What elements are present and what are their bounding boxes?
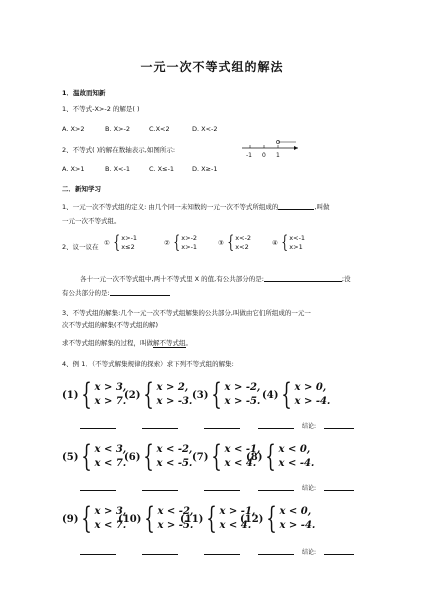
system-3-label: ③ bbox=[218, 239, 224, 247]
answer-line[interactable] bbox=[258, 428, 294, 429]
example-system-12 bbox=[240, 501, 316, 536]
no-common-text: 有公共部分的是: bbox=[62, 289, 110, 297]
example-9-line1: x > 3, bbox=[94, 506, 127, 517]
solving-tail: 。 bbox=[185, 339, 192, 347]
example-intro: 4、例 1．（不等式解集规律的探索）求下列不等式组的解集: bbox=[62, 360, 234, 368]
example-8-line2: x < -4. bbox=[278, 458, 315, 469]
brace: { bbox=[281, 377, 293, 412]
new-heading: 二．新知学习 bbox=[62, 185, 101, 193]
solving-text: 求不等式组的解集的过程，叫做 bbox=[62, 339, 153, 347]
q1-option-d: D. X<-2 bbox=[192, 125, 218, 133]
example-12-line2: x > -4. bbox=[279, 520, 316, 531]
example-system-2 bbox=[124, 377, 193, 412]
answer-line[interactable] bbox=[142, 490, 178, 491]
definition-paragraph bbox=[62, 202, 329, 211]
page-title: 一元一次不等式组的解法 bbox=[140, 60, 284, 74]
brace: { bbox=[211, 377, 223, 412]
answer-line[interactable] bbox=[204, 554, 240, 555]
system-1-line2: x≤2 bbox=[121, 243, 135, 251]
answer-line[interactable] bbox=[204, 490, 240, 491]
axis-tick-1: 1 bbox=[276, 152, 280, 159]
system-2-label: ② bbox=[164, 239, 170, 247]
example-system-6 bbox=[124, 439, 193, 474]
system-4-line1: x<-1 bbox=[289, 234, 306, 242]
no-common-part bbox=[62, 288, 170, 297]
q2-option-b: B. X<-1 bbox=[105, 165, 130, 173]
system-3-line2: x<2 bbox=[235, 243, 249, 251]
brace: { bbox=[113, 232, 120, 253]
example-7-line1: x < -1, bbox=[224, 444, 261, 455]
brace: { bbox=[81, 501, 93, 536]
no-common-blank[interactable] bbox=[110, 288, 170, 296]
example-9-label: (9) bbox=[62, 513, 79, 525]
example-1-line2: x > 7. bbox=[94, 396, 127, 407]
example-4-label: (4) bbox=[262, 389, 279, 401]
discuss-prefix: 2、议一议在 bbox=[62, 243, 99, 251]
example-system-3 bbox=[192, 377, 261, 412]
brace: { bbox=[227, 232, 234, 253]
answer-line[interactable] bbox=[258, 554, 294, 555]
q1-option-c: C.X<2 bbox=[149, 125, 170, 133]
system-4-label: ④ bbox=[272, 239, 278, 247]
example-2-line2: x > -3. bbox=[156, 396, 193, 407]
conclusion-line[interactable] bbox=[324, 428, 354, 429]
system-2-line2: x>-1 bbox=[181, 243, 198, 251]
definition-tail: ,叫做 bbox=[314, 203, 330, 211]
axis-tick-neg1: -1 bbox=[246, 152, 252, 159]
example-7-line2: x < 4. bbox=[224, 458, 257, 469]
example-2-line1: x > 2, bbox=[156, 382, 189, 393]
example-4-line1: x > 0, bbox=[294, 382, 327, 393]
example-12-label: (12) bbox=[240, 513, 264, 525]
example-10-line1: x < -2, bbox=[157, 506, 194, 517]
answer-line[interactable] bbox=[80, 490, 116, 491]
example-12-line1: x < 0, bbox=[279, 506, 312, 517]
q1-text: 1、不等式-X>-2 的解是( ) bbox=[62, 105, 140, 113]
example-3-line1: x > -2, bbox=[224, 382, 261, 393]
q2-text: 2、不等式( )的解在数轴表示,如图所示: bbox=[62, 146, 176, 154]
answer-line[interactable] bbox=[142, 554, 178, 555]
example-system-8 bbox=[246, 439, 315, 474]
example-system-9 bbox=[62, 501, 127, 536]
example-6-line2: x < -5. bbox=[156, 458, 193, 469]
common-part-text: 各十一元一次不等式组中,两十不等式里 X 的值,有公共部分的是: bbox=[80, 275, 264, 283]
q1-option-b: B. X>-2 bbox=[105, 125, 130, 133]
brace: { bbox=[206, 501, 218, 536]
axis-tick-0: 0 bbox=[262, 152, 266, 159]
example-11-line1: x > -1, bbox=[219, 506, 256, 517]
system-2 bbox=[164, 234, 197, 252]
system-1 bbox=[104, 234, 137, 252]
solving-term: 解不等式组 bbox=[153, 339, 186, 347]
solving-definition bbox=[62, 338, 192, 347]
conclusion-label: 结论: bbox=[302, 423, 317, 430]
system-3-line1: x<-2 bbox=[235, 234, 252, 242]
brace: { bbox=[173, 232, 180, 253]
brace: { bbox=[143, 377, 155, 412]
solution-set-definition-line2: 次不等式组的解集(不等式组的解) bbox=[62, 321, 159, 329]
example-system-4 bbox=[262, 377, 331, 412]
example-6-line1: x < -2, bbox=[156, 444, 193, 455]
common-part-tail: ;没 bbox=[341, 275, 351, 283]
answer-line[interactable] bbox=[142, 428, 178, 429]
answer-line[interactable] bbox=[258, 490, 294, 491]
brace: { bbox=[266, 501, 278, 536]
q2-option-c: C. X≤-1 bbox=[149, 165, 175, 173]
definition-line2: 一元一次不等式组。 bbox=[62, 217, 121, 225]
example-11-line2: x < 4. bbox=[219, 520, 252, 531]
system-4-line2: x>1 bbox=[289, 243, 303, 251]
answer-line[interactable] bbox=[80, 428, 116, 429]
brace: { bbox=[144, 501, 156, 536]
conclusion-line[interactable] bbox=[324, 490, 354, 491]
q2-option-a: A. X>1 bbox=[62, 165, 85, 173]
system-3 bbox=[218, 234, 251, 252]
example-5-line1: x < 3, bbox=[94, 444, 127, 455]
common-part-blank[interactable] bbox=[264, 274, 342, 282]
example-5-line2: x < 7. bbox=[94, 458, 127, 469]
review-heading: 1．温故而知新 bbox=[62, 89, 106, 97]
example-3-line2: x > -5. bbox=[224, 396, 261, 407]
example-1-line1: x > 3, bbox=[94, 382, 127, 393]
example-system-1 bbox=[62, 377, 127, 412]
definition-text: 1、一元一次不等式组的定义: 由几个同一未知数的一元一次不等式所组成的 bbox=[62, 203, 279, 211]
conclusion-label: 结论: bbox=[302, 549, 317, 556]
example-10-label: (10) bbox=[118, 513, 142, 525]
q1-option-a: A. X>2 bbox=[62, 125, 85, 133]
brace: { bbox=[265, 439, 277, 474]
example-5-label: (5) bbox=[62, 451, 79, 463]
example-3-label: (3) bbox=[192, 389, 209, 401]
example-11-label: (11) bbox=[180, 513, 204, 525]
brace: { bbox=[143, 439, 155, 474]
example-system-5 bbox=[62, 439, 127, 474]
example-1-label: (1) bbox=[62, 389, 79, 401]
system-4 bbox=[272, 234, 305, 252]
system-2-line1: x>-2 bbox=[181, 234, 198, 242]
brace: { bbox=[81, 377, 93, 412]
example-8-line1: x < 0, bbox=[278, 444, 311, 455]
system-1-label: ① bbox=[104, 239, 110, 247]
answer-line[interactable] bbox=[80, 554, 116, 555]
common-part-paragraph bbox=[80, 274, 351, 283]
conclusion-label: 结论: bbox=[302, 485, 317, 492]
brace: { bbox=[211, 439, 223, 474]
example-8-label: (8) bbox=[246, 451, 263, 463]
example-10-line2: x > -5. bbox=[157, 520, 194, 531]
q2-option-d: D. X≥-1 bbox=[192, 165, 218, 173]
example-6-label: (6) bbox=[124, 451, 141, 463]
answer-line[interactable] bbox=[204, 428, 240, 429]
example-2-label: (2) bbox=[124, 389, 141, 401]
brace: { bbox=[81, 439, 93, 474]
example-4-line2: x > -4. bbox=[294, 396, 331, 407]
system-1-line1: x>-1 bbox=[121, 234, 138, 242]
conclusion-line[interactable] bbox=[324, 554, 354, 555]
brace: { bbox=[281, 232, 288, 253]
solution-set-definition: 3、不等式组的解集:几个一元一次不等式组解集的公共部分,叫做由它们所组成的一元一 bbox=[62, 309, 311, 317]
example-7-label: (7) bbox=[192, 451, 209, 463]
definition-blank[interactable] bbox=[278, 202, 314, 210]
example-9-line2: x < 7. bbox=[94, 520, 127, 531]
